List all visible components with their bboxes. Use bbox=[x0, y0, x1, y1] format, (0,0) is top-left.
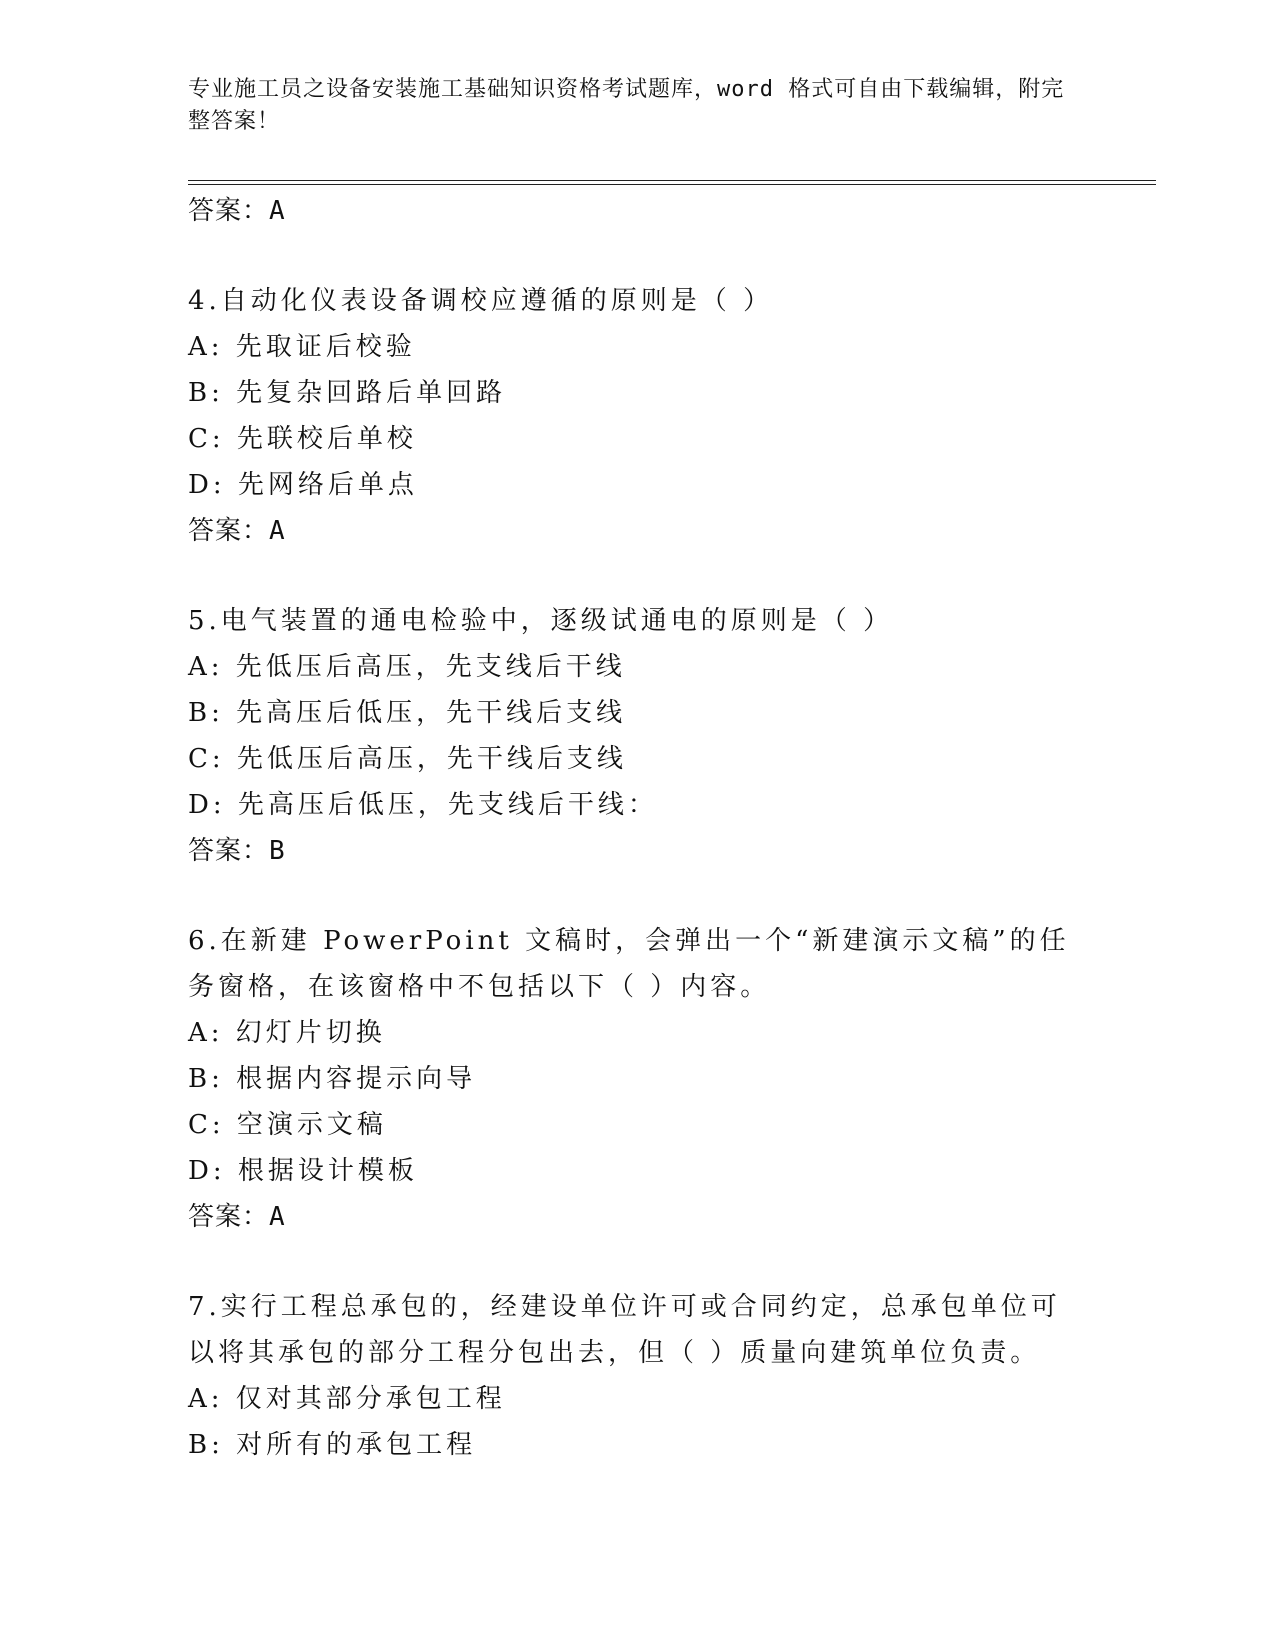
question-5 bbox=[188, 598, 1138, 874]
spacer bbox=[188, 1240, 1138, 1284]
option-b: B: 对所有的承包工程 bbox=[188, 1430, 477, 1460]
option-a: A: 幻灯片切换 bbox=[188, 1018, 386, 1048]
answer: 答案：B bbox=[188, 836, 286, 866]
previous-answer: 答案：A bbox=[188, 196, 286, 226]
question-4 bbox=[188, 278, 1138, 554]
spacer bbox=[188, 554, 1138, 598]
answer: 答案：A bbox=[188, 516, 286, 546]
option-a: A: 先取证后校验 bbox=[188, 332, 416, 362]
option-a: A: 仅对其部分承包工程 bbox=[188, 1384, 506, 1414]
option-d: D: 先高压后低压，先支线后干线： bbox=[188, 790, 658, 820]
question-7 bbox=[188, 1284, 1138, 1468]
option-b: B: 先高压后低压，先干线后支线 bbox=[188, 698, 627, 728]
option-b: B: 先复杂回路后单回路 bbox=[188, 378, 507, 408]
option-c: C: 先低压后高压，先干线后支线 bbox=[188, 744, 627, 774]
option-b: B: 根据内容提示向导 bbox=[188, 1064, 477, 1094]
question-6 bbox=[188, 918, 1138, 1240]
page-header: 专业施工员之设备安装施工基础知识资格考试题库，word 格式可自由下载编辑，附完整答案！ bbox=[188, 77, 1065, 134]
option-c: C: 先联校后单校 bbox=[188, 424, 417, 454]
option-a: A: 先低压后高压，先支线后干线 bbox=[188, 652, 626, 682]
question-stem: 7.实行工程总承包的，经建设单位许可或合同约定，总承包单位可以将其承包的部分工程分包出去，但（ ）质量向建筑单位负责。 bbox=[188, 1292, 1061, 1368]
option-d: D: 根据设计模板 bbox=[188, 1156, 418, 1186]
question-list bbox=[188, 188, 1138, 1468]
header-rule-top bbox=[188, 180, 1156, 181]
spacer bbox=[188, 874, 1138, 918]
question-stem: 5.电气装置的通电检验中，逐级试通电的原则是（ ） bbox=[188, 606, 894, 636]
spacer bbox=[188, 234, 1138, 278]
question-stem: 6.在新建 PowerPoint 文稿时，会弹出一个“新建演示文稿”的任务窗格，在该窗格中不包括以下（ ）内容。 bbox=[188, 926, 1070, 1002]
answer: 答案：A bbox=[188, 1202, 286, 1232]
option-d: D: 先网络后单点 bbox=[188, 470, 418, 500]
header-rule-bottom bbox=[188, 184, 1156, 185]
option-c: C: 空演示文稿 bbox=[188, 1110, 387, 1140]
question-stem: 4.自动化仪表设备调校应遵循的原则是（ ） bbox=[188, 286, 774, 316]
